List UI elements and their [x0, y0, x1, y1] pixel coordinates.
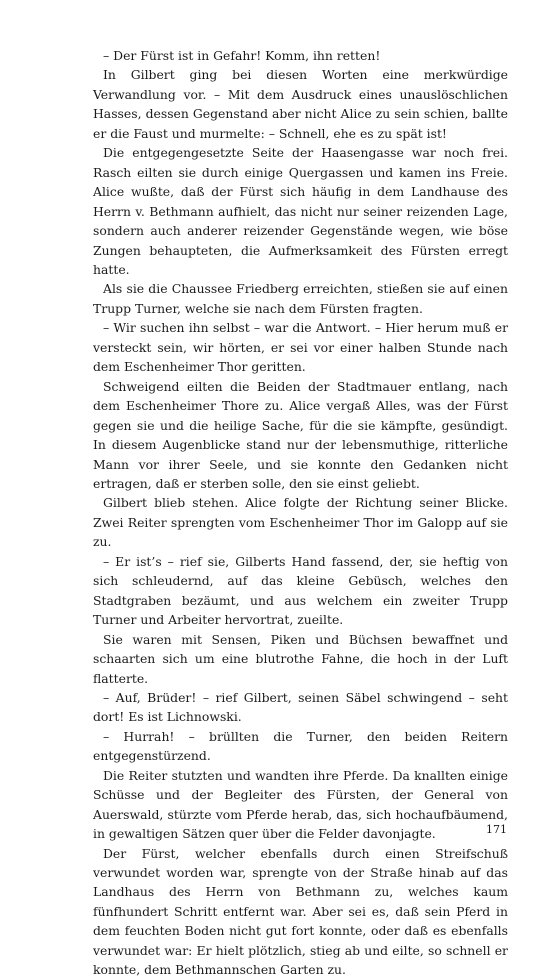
paragraph: – Wir suchen ihn selbst – war die Antwort. – Hier herum muß er versteckt sein, wir hörten, er sei vor einer halben Stunde nach dem Eschenheimer Thor geritten. — [93, 320, 508, 375]
page-number: 171 — [486, 823, 507, 836]
paragraph: Als sie die Chaussee Friedberg erreichten, stießen sie auf einen Trupp Turner, welche sie nach dem Fürsten fragten. — [93, 281, 508, 316]
paragraph: – Der Fürst ist in Gefahr! Komm, ihn retten! — [103, 48, 381, 63]
paragraph: Der Fürst, welcher ebenfalls durch einen Streifschuß verwundet worden war, sprengte von der Straße hinab auf das Landhaus des Herrn von Bethmann zu, welches kaum fünfhundert Schritt entfernt war. Aber sei es, daß sein Pferd in dem feuchten Boden nicht gut fort konnte, oder daß es ebenfalls verwundet war: Er hielt plötzlich, stieg ab und eilte, so schnell er konnte, dem Bethmannschen Garten zu. — [93, 845, 508, 978]
paragraph: In Gilbert ging bei diesen Worten eine merkwürdige Verwandlung vor. – Mit dem Ausdruck eines unauslöschlichen Hasses, dessen Gegenstand aber nicht Alice zu sein schien, ballte er die Faust und murmelte: – Schnell, ehe es zu spät ist! — [93, 67, 508, 141]
paragraph: Schweigend eilten die Beiden der Stadtmauer entlang, nach dem Eschenheimer Thore zu. Alice vergaß Alles, was der Fürst gegen sie und die heilige Sache, für die sie kämpfte, gesündigt. In diesem Augenblicke stand nur der lebensmuthige, ritterliche Mann vor ihrer Seele, und sie konnte den Gedanken nicht ertragen, daß er sterben solle, den sie einst geliebt. — [93, 378, 508, 491]
paragraph: Sie waren mit Sensen, Piken und Büchsen bewaffnet und schaarten sich um eine blutrothe Fahne, die hoch in der Luft flatterte. — [93, 631, 508, 686]
paragraph: – Auf, Brüder! – rief Gilbert, seinen Säbel schwingend – seht dort! Es ist Lichnowski. — [93, 689, 508, 725]
paragraph: – Er ist’s – rief sie, Gilberts Hand fassend, der, sie heftig von sich schleudernd, auf das kleine Gebüsch, welches den Stadtgraben bezäumt, und aus welchem ein zweiter Trupp Turner und Arbeiter hervortrat, zueilte. — [93, 553, 508, 628]
page-body — [93, 46, 508, 980]
paragraph: Die entgegengesetzte Seite der Haasengasse war noch frei. Rasch eilten sie durch einige Quergassen und kamen ins Freie. Alice wußte, daß der Fürst sich häufig in dem Landhause des Herrn v. Bethmann aufhielt, das nicht nur seiner reizenden Lage, sondern auch anderer reizender Gegenstände wegen, wie böse Zungen behaupteten, die Aufmerksamkeit des Fürsten erregt hatte. — [93, 145, 508, 277]
paragraph: Die Reiter stutzten und wandten ihre Pferde. Da knallten einige Schüsse und der Begleiter des Fürsten, der General von Auerswald, stürzte vom Pferde herab, das, sich hochaufbäumend, in gewaltigen Sätzen quer über die Felder davonjagte. — [93, 767, 508, 842]
paragraph: – Hurrah! – brüllten die Turner, den beiden Reitern entgegenstürzend. — [93, 728, 508, 764]
paragraph: Gilbert blieb stehen. Alice folgte der Richtung seiner Blicke. Zwei Reiter sprengten vom Eschenheimer Thor im Galopp auf sie zu. — [93, 495, 508, 550]
